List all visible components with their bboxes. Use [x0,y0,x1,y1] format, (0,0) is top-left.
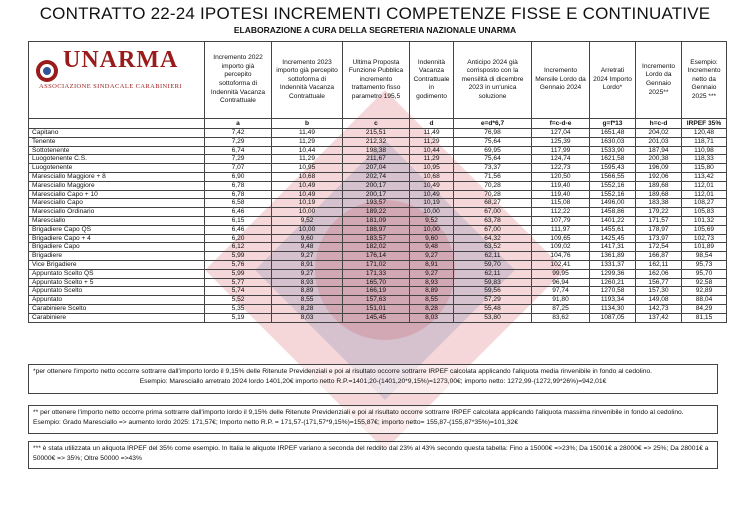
rank-cell: Maresciallo Maggiore [29,181,205,190]
value-cell: 75,64 [454,155,532,164]
table-row [29,199,727,208]
value-cell: 62,11 [454,252,532,261]
col-header: Incremento 2023 importo già percepito sottoforma di Indennità Vacanza Contrattuale [272,42,343,119]
formula-cell: h=c-d [636,119,682,129]
value-cell: 165,70 [343,278,410,287]
note-arrears-line2: Esempio: Maresciallo arretrato 2024 lordo 1401,20€ importo netto R.P.=1401,20-(1401,20*9,15%)=1273,00€; importo netto: 1272,99-(1272,99*26%)=942,01€ [139,377,607,385]
col-header: Incremento Lordo da Gennaio 2025** [636,42,682,119]
value-cell: 91,80 [532,296,590,305]
value-cell: 149,08 [636,296,682,305]
rank-cell: Appuntato [29,296,205,305]
value-cell: 88,04 [682,296,727,305]
value-cell: 9,52 [410,216,454,225]
value-cell: 11,29 [272,137,343,146]
value-cell: 215,51 [343,129,410,138]
value-cell: 200,17 [343,181,410,190]
table-row [29,296,727,305]
table-row [29,216,727,225]
value-cell: 95,70 [682,269,727,278]
value-cell: 10,68 [410,172,454,181]
value-cell: 96,94 [532,278,590,287]
value-cell: 122,73 [532,164,590,173]
header-row [29,42,727,119]
table-row [29,278,727,287]
formula-cell: IRPEF 35% [682,119,727,129]
value-cell: 5,99 [205,252,272,261]
value-cell: 5,77 [205,278,272,287]
col-header: Anticipo 2024 già corrisposto con la mensilità di dicembre 2023 in un'unica soluzione [454,42,532,119]
value-cell: 173,97 [636,234,682,243]
rank-cell: Maresciallo Ordinario [29,208,205,217]
value-cell: 1299,36 [590,269,636,278]
value-cell: 83,62 [532,313,590,322]
value-cell: 189,68 [636,190,682,199]
value-cell: 1087,05 [590,313,636,322]
value-cell: 7,42 [205,129,272,138]
value-cell: 196,09 [636,164,682,173]
value-cell: 1533,90 [590,146,636,155]
value-cell: 188,97 [343,225,410,234]
table-row [29,190,727,199]
value-cell: 67,00 [454,225,532,234]
table-row [29,164,727,173]
value-cell: 1496,00 [590,199,636,208]
value-cell: 8,89 [272,287,343,296]
value-cell: 1417,31 [590,243,636,252]
col-header: Esempio: Incremento netto da Gennaio 2025 *** [682,42,727,119]
rank-cell: Maresciallo Capo [29,199,205,208]
value-cell: 69,95 [454,146,532,155]
value-cell: 120,50 [532,172,590,181]
value-cell: 10,49 [410,190,454,199]
value-cell: 10,19 [272,199,343,208]
value-cell: 118,33 [682,155,727,164]
rank-cell: Appuntato Scelto + 5 [29,278,205,287]
value-cell: 8,91 [272,260,343,269]
value-cell: 6,78 [205,190,272,199]
rank-cell: Tenente [29,137,205,146]
value-cell: 156,77 [636,278,682,287]
value-cell: 109,02 [532,243,590,252]
value-cell: 171,57 [636,216,682,225]
value-cell: 1134,30 [590,304,636,313]
value-cell: 9,48 [410,243,454,252]
value-cell: 1552,16 [590,190,636,199]
value-cell: 5,74 [205,287,272,296]
value-cell: 166,87 [636,252,682,261]
value-cell: 5,99 [205,269,272,278]
value-cell: 200,38 [636,155,682,164]
table-row [29,287,727,296]
table-row [29,181,727,190]
value-cell: 8,28 [272,304,343,313]
value-cell: 1566,55 [590,172,636,181]
value-cell: 5,35 [205,304,272,313]
value-cell: 137,42 [636,313,682,322]
logo-cell [29,42,205,119]
value-cell: 10,44 [410,146,454,155]
rank-cell: Appuntato Scelto [29,287,205,296]
rank-cell: Sottotenente [29,146,205,155]
value-cell: 92,89 [682,287,727,296]
col-header: Incremento Mensile Lordo da Gennaio 2024 [532,42,590,119]
value-cell: 1595,43 [590,164,636,173]
value-cell: 118,71 [682,137,727,146]
col-header: Ultima Proposta Funzione Pubblica incremento trattamento fisso parametro 195,5 [343,42,410,119]
value-cell: 81,15 [682,313,727,322]
value-cell: 9,27 [410,269,454,278]
note-increment: ** per ottenere l'importo netto occorre prima sottrarre dall'importo lordo il 9,15% delle Ritenute Previdenziali e poi al risultato occorre sottrarre IRPEF calcolata applicando l'aliquota massima rinvenibile in fondo al cedolino. Esempio: Grado Maresciallo => aumento lordo 2025: 171,57€; Importo netto R.P. = 171,57-(171,57*9,15%)=155,87€; importo netto= 155,87-(155,87*35%)=101,32€ [28,405,718,434]
value-cell: 108,27 [682,199,727,208]
value-cell: 8,03 [272,313,343,322]
value-cell: 101,89 [682,243,727,252]
value-cell: 105,69 [682,225,727,234]
value-cell: 9,52 [272,216,343,225]
table-row [29,252,727,261]
value-cell: 7,29 [205,137,272,146]
value-cell: 9,27 [410,252,454,261]
value-cell: 171,33 [343,269,410,278]
value-cell: 62,11 [454,269,532,278]
note-arrears [28,364,718,394]
value-cell: 107,79 [532,216,590,225]
value-cell: 127,04 [532,129,590,138]
value-cell: 6,74 [205,146,272,155]
logo-tagline: ASSOCIAZIONE SINDACALE CARABINIERI [39,83,182,90]
value-cell: 9,60 [410,234,454,243]
value-cell: 8,93 [410,278,454,287]
value-cell: 9,27 [272,252,343,261]
value-cell: 68,27 [454,199,532,208]
value-cell: 73,37 [454,164,532,173]
value-cell: 112,01 [682,190,727,199]
value-cell: 120,48 [682,129,727,138]
table-row [29,269,727,278]
value-cell: 10,19 [410,199,454,208]
table-row [29,172,727,181]
value-cell: 9,60 [272,234,343,243]
value-cell: 70,28 [454,181,532,190]
value-cell: 183,57 [343,234,410,243]
value-cell: 87,25 [532,304,590,313]
value-cell: 211,67 [343,155,410,164]
value-cell: 110,98 [682,146,727,155]
value-cell: 10,00 [410,225,454,234]
value-cell: 1401,22 [590,216,636,225]
value-cell: 98,54 [682,252,727,261]
value-cell: 105,83 [682,208,727,217]
value-cell: 1455,61 [590,225,636,234]
value-cell: 10,68 [272,172,343,181]
formula-cell: c [343,119,410,129]
value-cell: 55,48 [454,304,532,313]
note-arrears-line1: *per ottenere l'importo netto occorre sottrarre dall'importo lordo il 9,15% delle Ritenute Previdenziali e poi al risultato occorre sottrarre IRPEF calcolata applicando l'aliquota media rinvenibile in fondo al cedolino. [33,368,653,375]
rank-cell: Brigadiere Capo [29,243,205,252]
rank-cell: Maresciallo Capo + 10 [29,190,205,199]
rank-cell: Appuntato Scelto QS [29,269,205,278]
value-cell: 8,91 [410,260,454,269]
value-cell: 9,27 [272,269,343,278]
table-row [29,243,727,252]
formula-cell: f=c-d-e [532,119,590,129]
value-cell: 151,01 [343,304,410,313]
rank-cell: Brigadiere Capo + 4 [29,234,205,243]
rank-cell: Brigadiere [29,252,205,261]
table-row [29,313,727,322]
value-cell: 1425,45 [590,234,636,243]
page-subtitle: ELABORAZIONE A CURA DELLA SEGRETERIA NAZIONALE UNARMA [233,25,517,35]
value-cell: 157,30 [636,287,682,296]
table-row [29,208,727,217]
value-cell: 10,49 [272,181,343,190]
value-cell: 6,46 [205,208,272,217]
value-cell: 142,73 [636,304,682,313]
value-cell: 11,49 [410,129,454,138]
value-cell: 157,63 [343,296,410,305]
value-cell: 113,42 [682,172,727,181]
formula-cell [29,119,205,129]
value-cell: 176,14 [343,252,410,261]
value-cell: 162,06 [636,269,682,278]
table-row [29,225,727,234]
value-cell: 119,40 [532,190,590,199]
value-cell: 57,29 [454,296,532,305]
value-cell: 7,07 [205,164,272,173]
value-cell: 59,70 [454,260,532,269]
value-cell: 8,03 [410,313,454,322]
value-cell: 92,58 [682,278,727,287]
value-cell: 181,09 [343,216,410,225]
rank-cell: Luogotenente [29,164,205,173]
table-body [29,129,727,323]
value-cell: 212,32 [343,137,410,146]
value-cell: 112,22 [532,208,590,217]
value-cell: 84,29 [682,304,727,313]
note-irpef: *** è stata utilizzata un aliquota IRPEF del 35% come esempio. In Italia le aliquote IRPEF variano a seconda del reddito dal 23% al 43% secondo questa tabella: Fino a 15000€ =>23%; Da 15001€ a 28000€ => 25%; Da 28001€ a 50000€ => 35%; Oltre 50000 =>43% [28,441,718,469]
value-cell: 10,00 [272,225,343,234]
value-cell: 6,58 [205,199,272,208]
value-cell: 193,57 [343,199,410,208]
value-cell: 10,44 [272,146,343,155]
value-cell: 67,00 [454,208,532,217]
value-cell: 6,90 [205,172,272,181]
value-cell: 102,73 [682,234,727,243]
rank-cell: Brigadiere Capo QS [29,225,205,234]
value-cell: 5,76 [205,260,272,269]
value-cell: 202,74 [343,172,410,181]
value-cell: 124,74 [532,155,590,164]
value-cell: 111,97 [532,225,590,234]
value-cell: 10,00 [410,208,454,217]
increments-table [28,41,727,323]
value-cell: 178,97 [636,225,682,234]
value-cell: 192,06 [636,172,682,181]
table-row [29,155,727,164]
value-cell: 63,52 [454,243,532,252]
emblem-icon [35,59,59,83]
page-title: CONTRATTO 22-24 IPOTESI INCREMENTI COMPETENZE FISSE E CONTINUATIVE [39,4,711,23]
value-cell: 6,78 [205,181,272,190]
value-cell: 9,48 [272,243,343,252]
value-cell: 11,29 [410,137,454,146]
value-cell: 189,22 [343,208,410,217]
value-cell: 8,93 [272,278,343,287]
unarma-logo [31,47,207,98]
formula-cell: g=f*13 [590,119,636,129]
formula-cell: a [205,119,272,129]
value-cell: 179,22 [636,208,682,217]
value-cell: 75,64 [454,137,532,146]
formula-cell: b [272,119,343,129]
value-cell: 76,98 [454,129,532,138]
value-cell: 8,89 [410,287,454,296]
value-cell: 63,78 [454,216,532,225]
rank-cell: Carabiniere [29,313,205,322]
value-cell: 166,19 [343,287,410,296]
value-cell: 1651,48 [590,129,636,138]
col-header: Indennità Vacanza Contrattuale in godimento [410,42,454,119]
rank-cell: Vice Brigadiere [29,260,205,269]
value-cell: 1630,03 [590,137,636,146]
value-cell: 200,17 [343,190,410,199]
value-cell: 1361,89 [590,252,636,261]
value-cell: 10,49 [272,190,343,199]
value-cell: 1621,58 [590,155,636,164]
value-cell: 1260,21 [590,278,636,287]
formula-cell: e=d*6,7 [454,119,532,129]
table-row [29,234,727,243]
col-header: Incremento 2022 importo già percepito sottoforma di Indennità Vacanza Contrattuale [205,42,272,119]
rank-cell: Capitano [29,129,205,138]
table-row [29,260,727,269]
table-row [29,137,727,146]
value-cell: 117,99 [532,146,590,155]
rank-cell: Carabiniere Scelto [29,304,205,313]
value-cell: 11,29 [272,155,343,164]
value-cell: 189,68 [636,181,682,190]
col-header: Arretrati 2024 Importo Lordo* [590,42,636,119]
value-cell: 59,83 [454,278,532,287]
value-cell: 171,02 [343,260,410,269]
value-cell: 182,02 [343,243,410,252]
value-cell: 162,11 [636,260,682,269]
formula-cell: d [410,119,454,129]
value-cell: 5,52 [205,296,272,305]
logo-name: UNARMA [63,47,179,73]
value-cell: 101,32 [682,216,727,225]
value-cell: 53,80 [454,313,532,322]
value-cell: 201,03 [636,137,682,146]
formula-row [29,119,727,129]
value-cell: 10,95 [410,164,454,173]
value-cell: 64,32 [454,234,532,243]
value-cell: 8,55 [272,296,343,305]
value-cell: 1458,86 [590,208,636,217]
value-cell: 6,20 [205,234,272,243]
value-cell: 187,94 [636,146,682,155]
value-cell: 145,45 [343,313,410,322]
value-cell: 5,19 [205,313,272,322]
value-cell: 59,56 [454,287,532,296]
value-cell: 6,46 [205,225,272,234]
value-cell: 198,38 [343,146,410,155]
value-cell: 10,49 [410,181,454,190]
value-cell: 11,49 [272,129,343,138]
value-cell: 119,40 [532,181,590,190]
value-cell: 99,95 [532,269,590,278]
value-cell: 109,65 [532,234,590,243]
value-cell: 1193,34 [590,296,636,305]
value-cell: 70,28 [454,190,532,199]
value-cell: 11,29 [410,155,454,164]
value-cell: 1552,16 [590,181,636,190]
value-cell: 8,55 [410,296,454,305]
value-cell: 95,73 [682,260,727,269]
value-cell: 115,08 [532,199,590,208]
value-cell: 8,28 [410,304,454,313]
value-cell: 71,56 [454,172,532,181]
table-row [29,146,727,155]
value-cell: 6,15 [205,216,272,225]
value-cell: 112,01 [682,181,727,190]
value-cell: 1331,37 [590,260,636,269]
value-cell: 183,38 [636,199,682,208]
value-cell: 204,02 [636,129,682,138]
value-cell: 207,04 [343,164,410,173]
rank-cell: Luogotenente C.S. [29,155,205,164]
table-row [29,129,727,138]
value-cell: 97,74 [532,287,590,296]
rank-cell: Maresciallo Maggiore + 8 [29,172,205,181]
value-cell: 10,00 [272,208,343,217]
table-row [29,304,727,313]
value-cell: 104,76 [532,252,590,261]
value-cell: 172,54 [636,243,682,252]
value-cell: 115,80 [682,164,727,173]
value-cell: 6,12 [205,243,272,252]
value-cell: 10,95 [272,164,343,173]
value-cell: 7,29 [205,155,272,164]
value-cell: 102,41 [532,260,590,269]
value-cell: 125,39 [532,137,590,146]
rank-cell: Maresciallo [29,216,205,225]
value-cell: 1270,58 [590,287,636,296]
